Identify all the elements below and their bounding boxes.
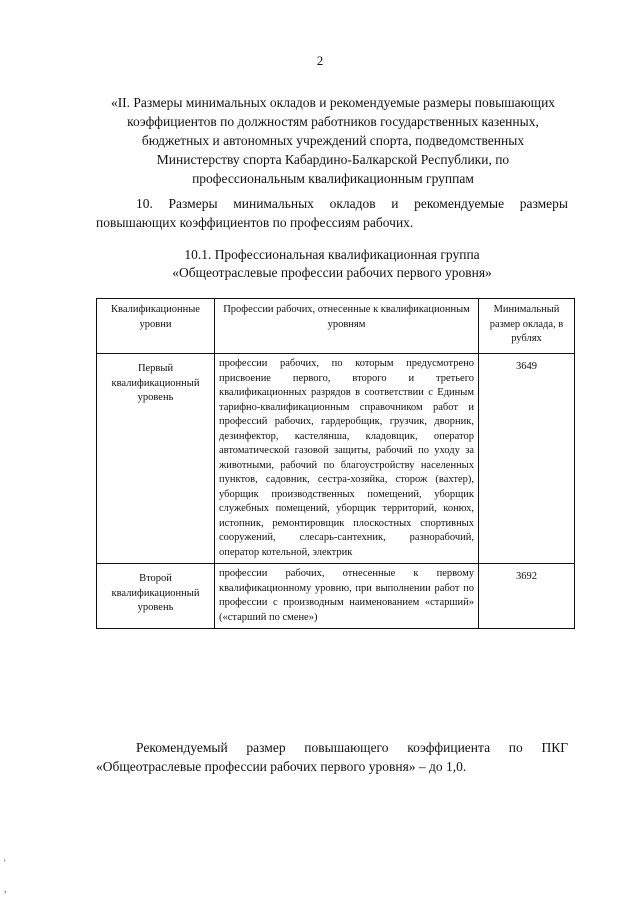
row-professions: профессии рабочих, отнесенные к первому квалификационному уровню, при выполнении работ по профессии с производным наименованием «старший» («старший по смене»): [215, 564, 479, 629]
header-professions: Профессии рабочих, отнесенные к квалификационным уровням: [215, 299, 479, 354]
page-number: 2: [316, 53, 324, 68]
scan-mark: ,: [4, 884, 7, 894]
row-level: Второй квалификационный уровень: [97, 564, 215, 629]
header-levels: Квалификационные уровни: [97, 299, 215, 354]
section-heading: «II. Размеры минимальных окладов и рекомендуемые размеры повышающих коэффициентов по должностям работников государственных казенных, бюджетных и автономных учреждений спорта, подведомственных Министерству спорта Кабардино-Балкарской Республики, по профессиональным квалификационным группам: [110, 95, 556, 186]
table-row: [97, 354, 575, 564]
section-10-paragraph: [96, 194, 568, 232]
closing-text: Рекомендуемый размер повышающего коэффициента по ПКГ «Общеотраслевые профессии рабочих первого уровня» – до 1,0.: [96, 740, 568, 774]
qualification-table: [96, 298, 575, 629]
header-salary: Минимальный размер оклада, в рублях: [479, 299, 575, 354]
row-professions: профессии рабочих, по которым предусмотрено присвоение первого, второго и третьего квалификационных разрядов в соответствии с Единым тарифно-квалификационным справочником работ и профессий рабочих, гардеробщик, грузчик, дворник, дезинфектор, кастелянша, кладовщик, оператор автоматической газовой защиты, рабочий по уходу за животными, рабочий по благоустройству населенных пунктов, садовник, сестра-хозяйка, сторож (вахтер), уборщик производственных помещений, уборщик служебных помещений, уборщик территорий, конюх, истопник, ремонтировщик плоскостных спортивных сооружений, слесарь-сантехник, разнорабочий, оператор котельной, электрик: [215, 354, 479, 564]
table-header-row: [97, 299, 575, 354]
section-10-text: 10. Размеры минимальных окладов и рекомендуемые размеры повышающих коэффициентов по профессиям рабочих.: [96, 196, 568, 230]
row-level: Первый квалификационный уровень: [97, 354, 215, 564]
table-row: [97, 564, 575, 629]
scan-mark: ': [4, 858, 6, 868]
subsection-heading: [96, 246, 568, 282]
subsection-line-2: «Общеотраслевые профессии рабочих первого уровня»: [172, 265, 492, 280]
closing-paragraph: [96, 738, 568, 776]
subsection-line-1: 10.1. Профессиональная квалификационная группа: [184, 247, 480, 262]
row-salary: 3692: [479, 564, 575, 629]
row-salary: 3649: [479, 354, 575, 564]
